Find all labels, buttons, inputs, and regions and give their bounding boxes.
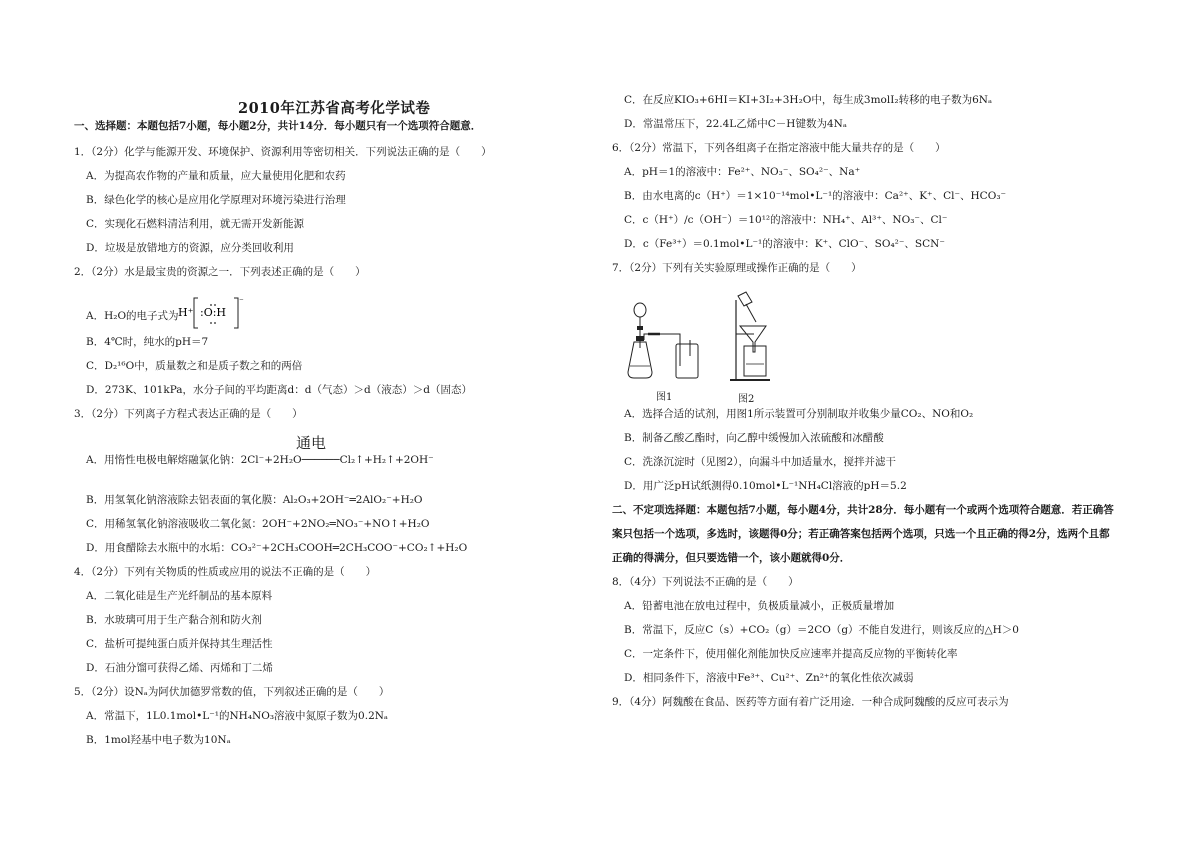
figure-2-drawing bbox=[726, 290, 786, 386]
right-text-line: C．一定条件下，使用催化剂能加快反应速率并提高反应物的平衡转化率 bbox=[624, 648, 958, 660]
left-text-line: C．D₂¹⁶O中，质量数之和是质子数之和的两倍 bbox=[86, 360, 303, 372]
left-text-line: A．H₂O的电子式为 bbox=[86, 310, 179, 322]
right-text-line: A．铅蓄电池在放电过程中，负极质量减小，正极质量增加 bbox=[624, 600, 895, 612]
right-text-line: B．制备乙酸乙酯时，向乙醇中缓慢加入浓硫酸和冰醋酸 bbox=[624, 432, 884, 444]
figure-1-label: 图1 bbox=[656, 392, 673, 403]
electron-formula-cation: H⁺ bbox=[178, 306, 194, 319]
right-text-line: 案只包括一个选项，多选时，该题得0分；若正确答案包括两个选项，只选一个且正确的得2分，选两个且都 bbox=[612, 528, 1110, 540]
left-text-line: A．为提高农作物的产量和质量，应大量使用化肥和农药 bbox=[86, 170, 346, 182]
right-text-line: C．在反应KIO₃+6HI＝KI+3I₂+3H₂O中，每生成3molI₂转移的电子数为6Nₐ bbox=[624, 94, 992, 106]
figure-1-drawing bbox=[620, 296, 710, 386]
exam-title: 2010年江苏省高考化学试卷 bbox=[238, 100, 431, 117]
electron-formula bbox=[178, 294, 258, 334]
left-text-line: B．绿色化学的核心是应用化学原理对环境污染进行治理 bbox=[86, 194, 346, 206]
left-text-line: C．用稀氢氧化钠溶液吸收二氧化氮：2OH⁻+2NO₂═NO₃⁻+NO↑+H₂O bbox=[86, 518, 430, 530]
left-text-line: C．盐析可提纯蛋白质并保持其生理活性 bbox=[86, 638, 273, 650]
right-text-line: C．洗涤沉淀时（见图2），向漏斗中加适量水，搅拌并滤干 bbox=[624, 456, 896, 468]
left-text-line: 1．（2分）化学与能源开发、环境保护、资源利用等密切相关．下列说法正确的是（ ） bbox=[74, 146, 492, 158]
left-text-line: D．用食醋除去水瓶中的水垢：CO₃²⁻+2CH₃COOH═2CH₃COO⁻+CO₂↑+H₂O bbox=[86, 542, 468, 554]
figure-1-apparatus bbox=[620, 296, 710, 386]
electrolysis-label: 通电 bbox=[296, 434, 327, 452]
right-text-line: B．常温下，反应C（s）+CO₂（g）＝2CO（g）不能自发进行，则该反应的△H＞0 bbox=[624, 624, 1019, 636]
left-text-line: B．4℃时，纯水的pH＝7 bbox=[86, 336, 209, 348]
left-text-line: D．石油分馏可获得乙烯、丙烯和丁二烯 bbox=[86, 662, 273, 674]
left-text-line: A．二氧化硅是生产光纤制品的基本原料 bbox=[86, 590, 273, 602]
electron-formula-atoms: :O:H bbox=[200, 306, 227, 319]
left-text-line: A．用惰性电极电解熔融氯化钠：2Cl⁻+2H₂O──────Cl₂↑+H₂↑+2OH⁻ bbox=[86, 454, 434, 466]
electron-formula-charge: ⁻ bbox=[239, 297, 244, 307]
right-text-line: 正确的得满分，但只要选错一个，该小题就得0分． bbox=[612, 552, 851, 564]
electron-formula-bracket bbox=[178, 294, 258, 334]
right-text-line: D．c（Fe³⁺）＝0.1mol•L⁻¹的溶液中：K⁺、ClO⁻、SO₄²⁻、SCN⁻ bbox=[624, 238, 945, 250]
right-text-line: D．相同条件下，溶液中Fe³⁺、Cu²⁺、Zn²⁺的氧化性依次减弱 bbox=[624, 672, 914, 684]
right-text-line: B．由水电离的c（H⁺）＝1×10⁻¹⁴mol•L⁻¹的溶液中：Ca²⁺、K⁺、Cl⁻、HCO₃⁻ bbox=[624, 190, 1007, 202]
figure-2-apparatus bbox=[726, 290, 786, 386]
right-text-line: D．用广泛pH试纸测得0.10mol•L⁻¹NH₄Cl溶液的pH＝5.2 bbox=[624, 480, 907, 492]
right-text-line: 二、不定项选择题：本题包括7小题，每小题4分，共计28分．每小题有一个或两个选项符合题意．若正确答 bbox=[612, 504, 1114, 516]
figure-2-label: 图2 bbox=[738, 394, 755, 405]
left-text-line: 一、选择题：本题包括7小题，每小题2分，共计14分．每小题只有一个选项符合题意． bbox=[74, 120, 482, 132]
left-text-line: B．1mol羟基中电子数为10Nₐ bbox=[86, 734, 231, 746]
left-text-line: 5．（2分）设Nₐ为阿伏加德罗常数的值，下列叙述正确的是（ ） bbox=[74, 686, 390, 698]
right-text-line: D．常温常压下，22.4L乙烯中C－H键数为4Nₐ bbox=[624, 118, 847, 130]
left-text-line: 2．（2分）水是最宝贵的资源之一．下列表述正确的是（ ） bbox=[74, 266, 366, 278]
right-text-line: 6．（2分）常温下，下列各组离子在指定溶液中能大量共存的是（ ） bbox=[612, 142, 946, 154]
left-text-line: A．常温下，1L0.1mol•L⁻¹的NH₄NO₃溶液中氮原子数为0.2Nₐ bbox=[86, 710, 388, 722]
right-text-line: 9．（4分）阿魏酸在食品、医药等方面有着广泛用途．一种合成阿魏酸的反应可表示为 bbox=[612, 696, 1009, 708]
left-text-line: D．273K、101kPa，水分子间的平均距离d：d（气态）＞d（液态）＞d（固态） bbox=[86, 384, 472, 396]
left-text-line: 4．（2分）下列有关物质的性质或应用的说法不正确的是（ ） bbox=[74, 566, 377, 578]
left-text-line: 3．（2分）下列离子方程式表达正确的是（ ） bbox=[74, 408, 303, 420]
right-text-line: A．选择合适的试剂，用图1所示装置可分别制取并收集少量CO₂、NO和O₂ bbox=[624, 408, 974, 420]
left-text-line: C．实现化石燃料清洁利用，就无需开发新能源 bbox=[86, 218, 305, 230]
left-text-line: B．水玻璃可用于生产黏合剂和防火剂 bbox=[86, 614, 262, 626]
right-text-line: 7．（2分）下列有关实验原理或操作正确的是（ ） bbox=[612, 262, 862, 274]
right-text-line: 8．（4分）下列说法不正确的是（ ） bbox=[612, 576, 799, 588]
left-text-line: B．用氢氧化钠溶液除去铝表面的氧化膜：Al₂O₃+2OH⁻═2AlO₂⁻+H₂O bbox=[86, 494, 423, 506]
right-text-line: A．pH＝1的溶液中：Fe²⁺、NO₃⁻、SO₄²⁻、Na⁺ bbox=[624, 166, 861, 178]
left-text-line: D．垃圾是放错地方的资源，应分类回收利用 bbox=[86, 242, 294, 254]
right-text-line: C．c（H⁺）/c（OH⁻）＝10¹²的溶液中：NH₄⁺、Al³⁺、NO₃⁻、Cl⁻ bbox=[624, 214, 948, 226]
